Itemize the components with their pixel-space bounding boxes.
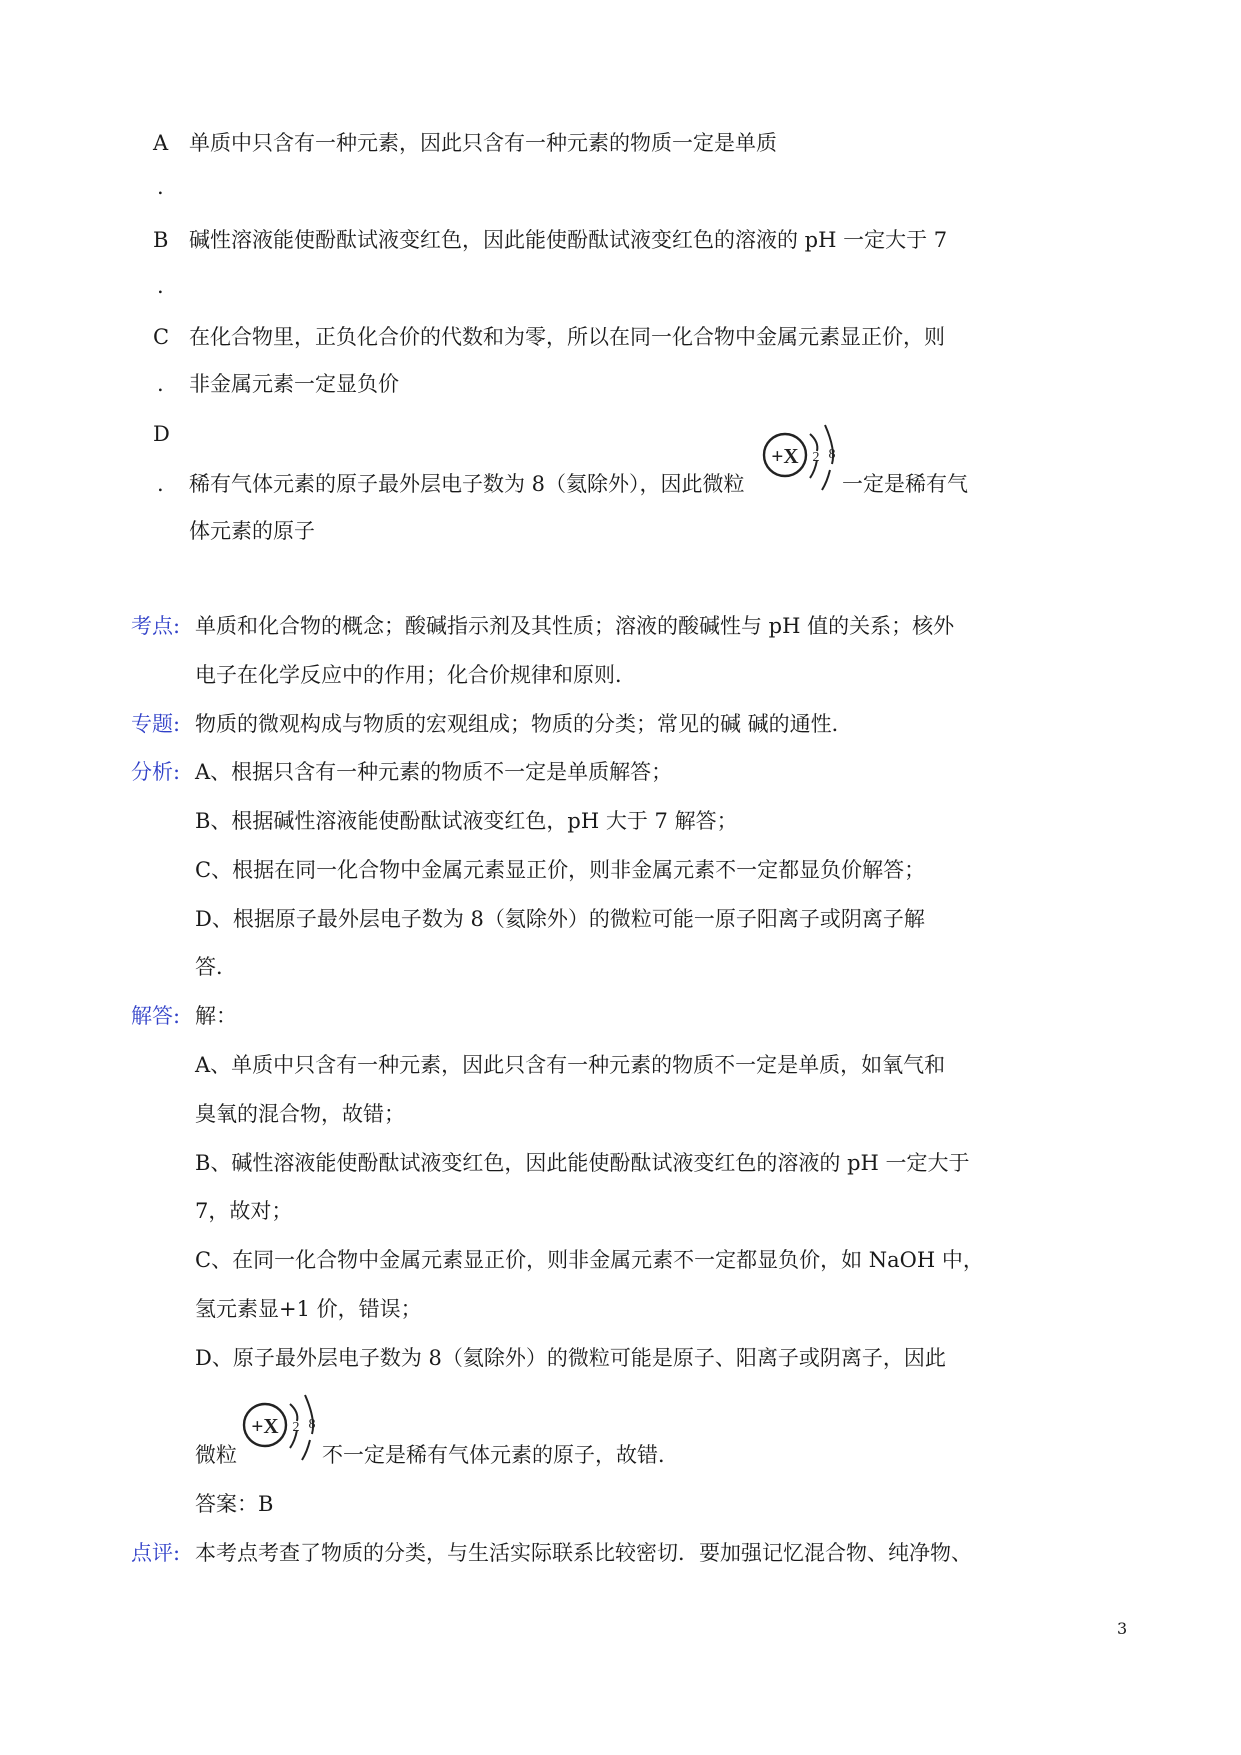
atom-shell1-count: 2 bbox=[812, 450, 820, 465]
option-b-letter: B bbox=[153, 228, 169, 252]
jieda-label: 解答: bbox=[131, 1004, 181, 1028]
atom-shell2-count: 8 bbox=[308, 1417, 316, 1432]
atom-structure-diagram bbox=[760, 424, 840, 496]
fenxi-line: D、根据原子最外层电子数为 8（氦除外）的微粒可能一原子阳离子或阴离子解 bbox=[195, 907, 925, 931]
atom-structure-diagram bbox=[240, 1394, 320, 1466]
jieda-last-part2: 不一定是稀有气体元素的原子，故错． bbox=[322, 1443, 679, 1467]
fenxi-line: B、根据碱性溶液能使酚酞试液变红色，pH 大于 7 解答； bbox=[195, 809, 738, 833]
option-a-text: 单质中只含有一种元素，因此只含有一种元素的物质一定是单质 bbox=[189, 131, 777, 155]
jieda-line: D、原子最外层电子数为 8（氦除外）的微粒可能是原子、阳离子或阴离子，因此 bbox=[195, 1346, 946, 1370]
option-d-text-part2: 一定是稀有气 bbox=[842, 472, 968, 496]
option-d-dot: . bbox=[157, 472, 164, 496]
fenxi-line: C、根据在同一化合物中金属元素显正价，则非金属元素不一定都显负价解答； bbox=[195, 858, 926, 882]
jieda-line: 臭氧的混合物，故错； bbox=[195, 1102, 405, 1126]
option-d-text-part1: 稀有气体元素的原子最外层电子数为 8（氦除外），因此微粒 bbox=[189, 472, 745, 496]
kaodian-line2: 电子在化学反应中的作用；化合价规律和原则． bbox=[195, 663, 636, 687]
dianping-line1: 本考点考查了物质的分类，与生活实际联系比较密切．要加强记忆混合物、纯净物、 bbox=[195, 1541, 972, 1565]
atom-nucleus-label: +X bbox=[251, 1414, 279, 1438]
option-c-text-line1: 在化合物里，正负化合价的代数和为零，所以在同一化合物中金属元素显正价，则 bbox=[189, 325, 945, 349]
jieda-line: 氢元素显+1 价，错误； bbox=[195, 1297, 422, 1321]
dianping-label: 点评: bbox=[131, 1541, 181, 1565]
fenxi-line: A、根据只含有一种元素的物质不一定是单质解答； bbox=[195, 760, 673, 784]
jieda-answer: 答案：B bbox=[195, 1492, 274, 1516]
jieda-line: C、在同一化合物中金属元素显正价，则非金属元素不一定都显负价，如 NaOH 中， bbox=[195, 1248, 984, 1272]
jieda-line: B、碱性溶液能使酚酞试液变红色，因此能使酚酞试液变红色的溶液的 pH 一定大于 bbox=[195, 1151, 970, 1175]
option-a-dot: . bbox=[157, 175, 164, 199]
option-d-letter: D bbox=[153, 422, 170, 446]
option-d-text-line2: 体元素的原子 bbox=[189, 519, 315, 543]
option-b-dot: . bbox=[157, 274, 164, 298]
kaodian-line1: 单质和化合物的概念；酸碱指示剂及其性质；溶液的酸碱性与 pH 值的关系；核外 bbox=[195, 614, 955, 638]
jieda-last-part1: 微粒 bbox=[195, 1443, 237, 1467]
atom-shell1-count: 2 bbox=[292, 1420, 300, 1435]
option-a-letter: A bbox=[153, 131, 169, 155]
atom-shell2-count: 8 bbox=[828, 447, 836, 462]
fenxi-label: 分析: bbox=[131, 760, 181, 784]
page-number: 3 bbox=[1117, 1619, 1128, 1638]
atom-nucleus-label: +X bbox=[771, 444, 799, 468]
jieda-line: 7，故对； bbox=[195, 1199, 293, 1223]
zhuanti-label: 专题: bbox=[131, 712, 181, 736]
option-b-text: 碱性溶液能使酚酞试液变红色，因此能使酚酞试液变红色的溶液的 pH 一定大于 7 bbox=[189, 228, 948, 252]
zhuanti-line1: 物质的微观构成与物质的宏观组成；物质的分类；常见的碱 碱的通性． bbox=[195, 712, 853, 736]
option-c-dot: . bbox=[157, 372, 164, 396]
option-c-text-line2: 非金属元素一定显负价 bbox=[189, 372, 399, 396]
jieda-line: A、单质中只含有一种元素，因此只含有一种元素的物质不一定是单质，如氧气和 bbox=[195, 1053, 946, 1077]
jieda-intro: 解： bbox=[195, 1004, 237, 1028]
kaodian-label: 考点: bbox=[131, 614, 181, 638]
option-c-letter: C bbox=[153, 325, 170, 349]
fenxi-line: 答． bbox=[195, 955, 237, 979]
